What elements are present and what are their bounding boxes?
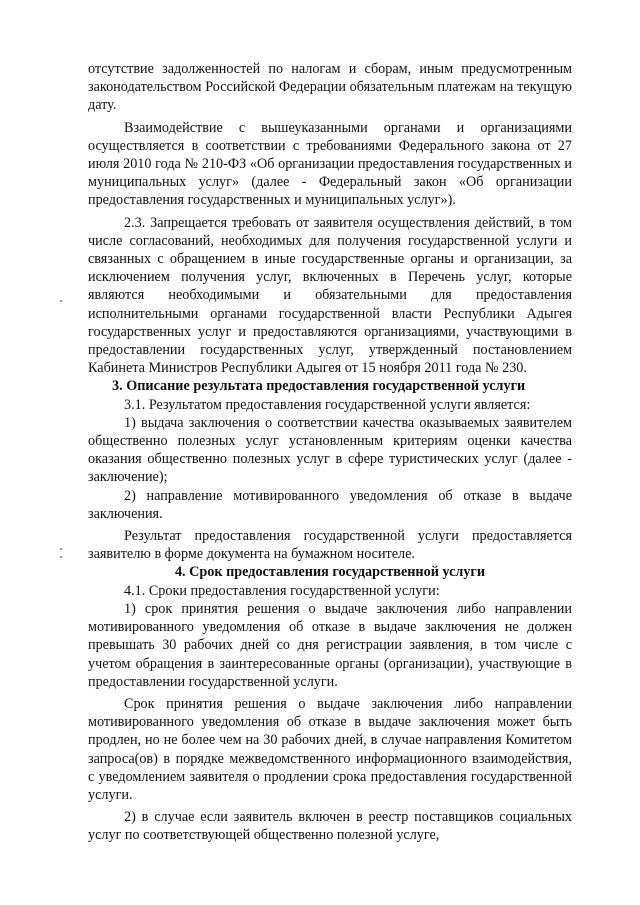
paragraph: Срок принятия решения о выдаче заключения либо направлении мотивированного уведомления об отказе в выдаче заключения может быть продлен, но не более чем на 30 рабочих дней, в случае направления Комитетом запроса(ов) в порядке межведомственного информационного взаимодействия, с уведомлением заявителя о продлении срока предоставления государственной услуги.: [88, 695, 572, 803]
paragraph: 2.3. Запрещается требовать от заявителя осуществления действий, в том числе согласований, необходимых для получения государственной услуги и связанных с обращением в иные государственные органы и организации, за исключением получения услуг, включенных в Перечень услуг, которые являются необходимыми и обязательными для предоставления исполнительными органами государственной власти Республики Адыгея государственных услуг и предоставляются организациями, участвующими в предоставлении государственных услуг, утвержденный постановлением Кабинета Министров Республики Адыгея от 15 ноября 2011 года № 230.: [88, 214, 572, 377]
paragraph: 3.1. Результатом предоставления государственной услуги является:: [124, 396, 531, 413]
scan-mark: [60, 556, 62, 558]
paragraph: Результат предоставления государственной услуги предоставляется заявителю в форме документа на бумажном носителе.: [88, 528, 572, 563]
paragraph: 4.1. Сроки предоставления государственной услуги:: [124, 582, 440, 599]
paragraph: 1) выдача заключения о соответствии качества оказываемых заявителем общественно полезных услуг установленным критериям оценки качества оказания общественно полезных услуг в сфере туристических услуг (далее - заключение);: [88, 414, 572, 486]
paragraph: 2) направление мотивированного уведомления об отказе в выдаче заключения.: [88, 487, 572, 522]
scan-mark: [60, 548, 62, 550]
document-body: [88, 60, 572, 845]
section-heading: 3. Описание результата предоставления государственной услуги: [112, 378, 526, 395]
section-heading: 4. Срок предоставления государственной услуги: [174, 564, 486, 581]
scan-mark: [60, 300, 62, 302]
paragraph: Взаимодействие с вышеуказанными органами и организациями осуществляется в соответствии с требованиями Федерального закона от 27 июля 2010 года № 210-ФЗ «Об организации предоставления государственных и муниципальных услуг» (далее - Федеральный закон «Об организации предоставления государственных и муниципальных услуг»).: [88, 119, 572, 209]
paragraph: 1) срок принятия решения о выдаче заключения либо направлении мотивированного уведомления об отказе в выдаче заключения не должен превышать 30 рабочих дней со дня регистрации заявления, в том числе с учетом обращения в заинтересованные органы (организации), участвующие в предоставлении государственной услуги.: [88, 600, 572, 690]
paragraph: 2) в случае если заявитель включен в реестр поставщиков социальных услуг по соответствующей общественно полезной услуге,: [88, 809, 572, 844]
paragraph: отсутствие задолженностей по налогам и сборам, иным предусмотренным законодательством Российской Федерации обязательным платежам на текущую дату.: [88, 61, 572, 114]
